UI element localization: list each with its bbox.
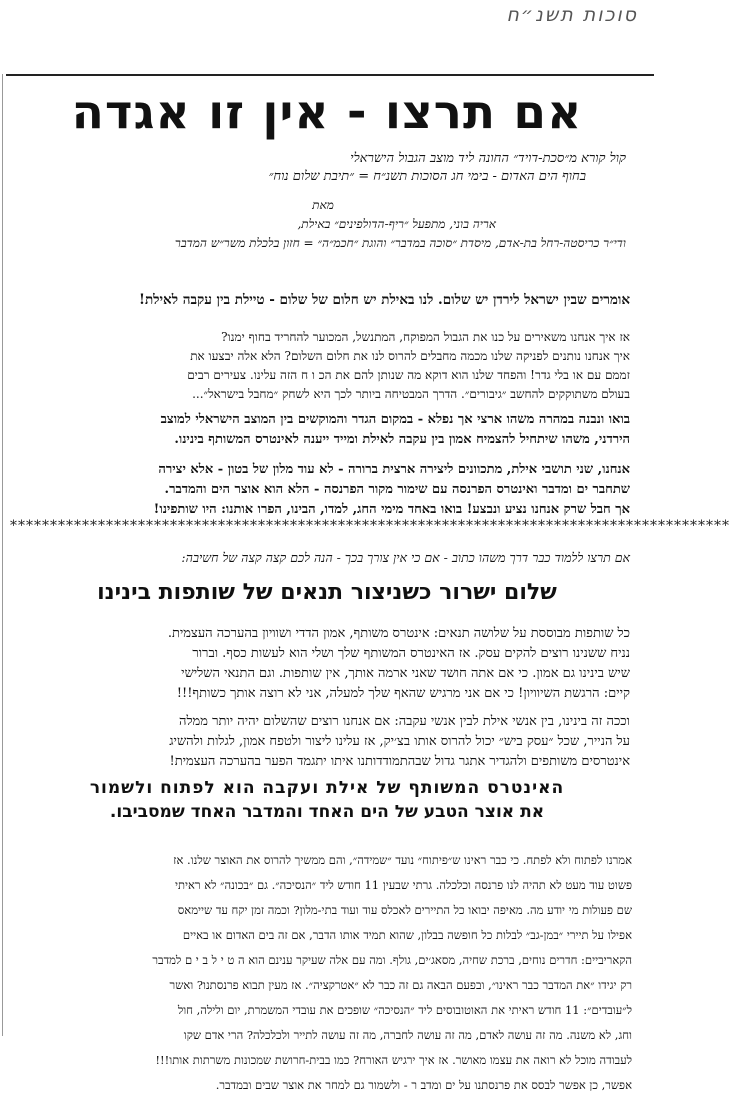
paragraph-line: שיש בינינו גם אמון. כי אם אתה חושד שאני ארמה אותך, אין שותפות. וגם התנאי השלישי	[181, 666, 630, 681]
paragraph-line: אך חבל שרק אנחנו נציע ונבצע! בואו באחד מימי החג, למדו, הבינו, הפרו אותנו: היו שותפינו!	[153, 502, 630, 517]
paragraph-3	[14, 460, 630, 520]
paragraph-line: בואו ונבנה במהרה משהו ארצי אך נפלא - במקום הגדר והמוקשים בין המוצב הישראלי למוצב	[160, 412, 630, 427]
subtitle-line: קול קורא מ״סכת-דויד״ החונה ליד מוצב הגבול הישראלי	[350, 151, 626, 166]
paragraph-line: בעולם משתוקקים להחשב ״גיבורים״. הדרך המבטיחה ביותר לכך היא לשחק ״מחבל בישראל״...	[192, 387, 630, 401]
paragraph-1	[14, 328, 630, 404]
paragraph-line: זממם עם או בלי גדר! והפחד שלנו הוא דוקא מה שנותן להם את הכ ו ח הזה עלינו. צעירים רבים	[187, 368, 630, 382]
paragraph-line: על הנייר, שכל ״עסק ביש״ יכול להרוס אותו בצ׳יק, אז עלינו ליצור ולטפח אמון, לגלות ולהשיג	[169, 734, 630, 749]
paragraph-line: אינטרסים משותפים ולהגדיר אתגר גדול שבהתמודדותנו איתו יתגמד הפער בהערכה העצמית!	[169, 754, 630, 769]
page-edge-line	[2, 74, 3, 1036]
paragraph-line: אפילו על תיירי ״במן-גב״ לבלות כל חופשה בבלון, שהוא תמיד אותו הדבר, אם זה בים האדום או באיים	[182, 928, 632, 942]
paragraph-line: איך אנחנו נותנים לפניקה שלנו מכמה מחבלים להרוס לנו את חלום השלום? הלא אלה יבצעו את	[190, 349, 630, 363]
paragraph-line: נניח ששנינו רוצים להקים עסק. אז האינטרס המשותף שלך ושלי הוא לעשות כסף. וברור	[192, 646, 630, 661]
paragraph-line: אפשר, כן אפשר לבסס את פרנסתנו על ים ומדב ר - ולשמור גם למחר את אוצר שבים ובמדבר.	[215, 1078, 632, 1092]
intro-paragraph	[14, 290, 630, 310]
paragraph-line: אנחנו, שני תושבי אילת, מתכוונים ליצירה ארצית ברורה - לא עוד מלון של בטון - אלא יצירה	[158, 462, 630, 477]
intro-line: אומרים שבין ישראל לירדן יש שלום. לנו באילת יש חלום של שלום - טיילת בין עקבה לאילת!	[139, 292, 630, 308]
paragraph-6	[14, 848, 632, 1098]
author-line-2: ודי״ר כריסטה-רחל בת-אדם, מיסדת ״סוכה במדבר״ והוגת ״חכמ״ה״ = חזון בלכלת משר״ש המדבר	[174, 236, 626, 250]
author-line-1: אריה בוני, מתפעל ״ריף-הדולפינים״ באילת,	[297, 217, 496, 231]
paragraph-line: וחג, לא משנה. מה זה עושה לאדם, מה זה עושה לחברה, מה זה עושה לתייר ולכלכלה? הרי אדם שקו	[183, 1028, 632, 1042]
lead-line	[14, 548, 630, 568]
paragraph-2	[14, 410, 630, 450]
paragraph-5	[14, 712, 630, 772]
subtitle-block	[30, 150, 626, 186]
bold-heading-line: האינטרס המשותף של אילת ועקבה הוא לפתוח ולשמור	[89, 778, 565, 798]
paragraph-4	[14, 624, 630, 704]
paragraph-line: רק יגידו ״את המדבר כבר ראינו״, ובפעם הבאה גם זה כבר לא ״אטרקציה״. אז מעין תבוא פרנסתנו? ואשר	[169, 978, 632, 992]
paragraph-line: וככה זה בינינו, בין אנשי אילת לבין אנשי עקבה: אם אנחנו רוצים שהשלום יהיה יותר ממלה	[178, 714, 630, 729]
paragraph-line: כל שותפות מבוססת על שלושה תנאים: אינטרס משותף, אמון הדדי ושוויון בהערכה העצמית.	[167, 626, 630, 641]
handwritten-note: סוכות תשנ״ח	[506, 4, 638, 26]
bold-heading	[14, 776, 640, 824]
main-title: אם תרצו - אין זו אגדה	[71, 85, 583, 140]
authors-from: מאת	[312, 198, 334, 212]
bold-heading-line: את אוצר הטבע של הים האחד והמדבר האחד שמסביבו.	[109, 802, 545, 822]
paragraph-line: שתחבר ים ומדבר ואינטרס הפרנסה עם שימור מקור הפרנסה - הלא הוא אוצר הים והמדבר.	[164, 482, 630, 497]
authors-block	[20, 196, 626, 253]
paragraph-line: אמרנו לפתוח ולא לפתח. כי כבר ראינו ש״פיתוח״ נועד ״שמידה״, והם ממשיך להרוס את האוצר שלנו. אז	[173, 853, 632, 867]
section-heading: שלום ישרור כשניצור תנאים של שותפות בינינו	[97, 580, 557, 605]
separator-stars: ******************************************************************************************	[10, 518, 730, 534]
paragraph-line: ל״עובדים״: 11 חודש ראיתי את האוטובוסים ליד ״הנסיכה״ שופכים את עובדי המשמרת, יום ולילה, חול	[177, 1003, 632, 1017]
subtitle-line: בחוף הים האדום - בימי חג הסוכות תשנ״ח = ״תיבת שלום נוח״	[268, 169, 586, 184]
top-divider	[6, 74, 654, 76]
lead-text: אם תרצו ללמוד כבר דרך משהו כתוב - אם כי אין צורך בכך - הנה לכם קצה קצה של חשיבה:	[181, 550, 630, 565]
paragraph-line: לעבודה מוכל לא רואה את עצמו מאושר. אז איך ירגיש האורח? כמו בבית-חרושת שמכונות משרתות אותו!!!	[155, 1053, 632, 1067]
paragraph-line: קיים: הרגשת השיוויון! כי אם אני מרגיש שהאף שלך למעלה, אני לא רוצה אותך כשותף!!!	[176, 686, 630, 701]
paragraph-line: הירדני, משהו שיתחיל להצמיח אמון בין עקבה לאילת ומייד ייענה לאינטרס המשותף בינינו.	[174, 432, 630, 447]
paragraph-line: הקאריביים: חדרים נוחים, ברכת שחיה, מסאג׳ים, גולף. ומה עם אלה שעיקר ענינם הוא ה ט י ל ב י ם למדבר	[152, 953, 632, 967]
paragraph-line: אז איך אנחנו משאירים על כנו את הגבול המפוקח, המתנשל, המכוער להחריד בחוף ימנו?	[221, 330, 630, 344]
paragraph-line: פשוט עוד מעט לא תהיה לנו פרנסה וכלכלה. גרתי שבעין 11 חודש ליד ״הנסיכה״. גם ״בכונה״ לא ראיתי	[174, 878, 632, 892]
paragraph-line: שם פעולות מי יודע מה. מאיפה יבואו כל התיירים לאכלס עוד ועוד בתי-מלון? וכמה זמן יקח עד שיימאס	[177, 903, 632, 917]
